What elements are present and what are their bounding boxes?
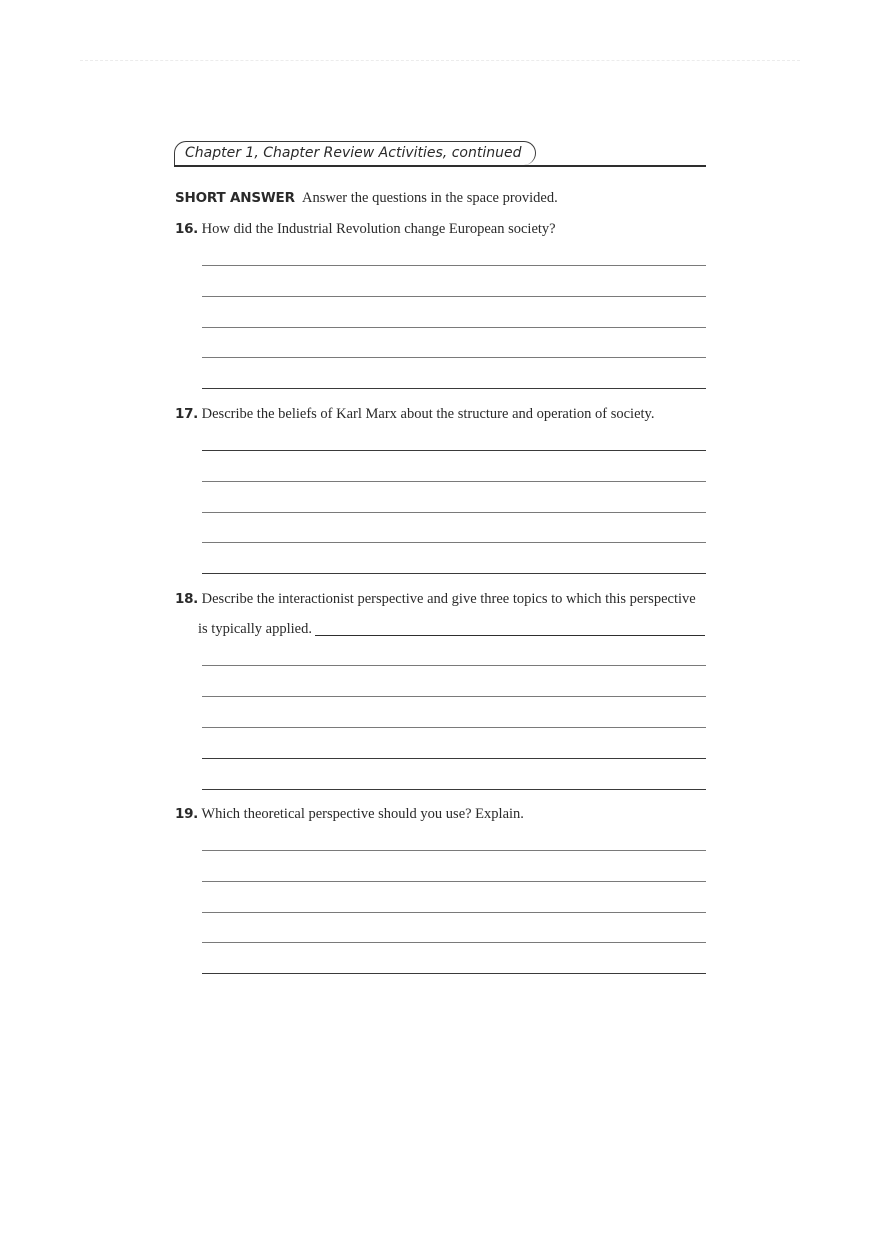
chapter-header — [174, 141, 706, 169]
question-17 — [175, 406, 654, 423]
question-18 — [175, 591, 696, 608]
question-number: 19. — [175, 806, 199, 822]
question-19 — [175, 806, 524, 823]
answer-line[interactable] — [202, 388, 706, 389]
question-text: How did the Industrial Revolution change European society? — [201, 221, 556, 237]
question-number: 18. — [175, 591, 199, 607]
question-text: Which theoretical perspective should you use? Explain. — [201, 806, 524, 822]
top-edge-artifact — [80, 60, 800, 61]
question-number: 17. — [175, 406, 199, 422]
answer-line[interactable] — [202, 296, 706, 297]
answer-line[interactable] — [202, 696, 706, 697]
answer-line[interactable] — [202, 942, 706, 943]
answer-line[interactable] — [202, 357, 706, 358]
chapter-header-title: Chapter 1, Chapter Review Activities, continued — [174, 141, 536, 165]
header-rule — [174, 165, 706, 167]
section-instructions — [175, 190, 558, 207]
answer-line[interactable] — [202, 450, 706, 451]
answer-line[interactable] — [202, 789, 706, 790]
answer-line[interactable] — [202, 665, 706, 666]
question-text: Describe the interactionist perspective and give three topics to which this perspective — [201, 591, 696, 607]
answer-line[interactable] — [202, 727, 706, 728]
answer-line[interactable] — [202, 758, 706, 759]
answer-line[interactable] — [202, 573, 706, 574]
section-label: SHORT ANSWER — [175, 190, 295, 206]
answer-line[interactable] — [202, 542, 706, 543]
answer-line[interactable] — [202, 881, 706, 882]
answer-line[interactable] — [202, 481, 706, 482]
answer-line[interactable] — [202, 912, 706, 913]
inline-answer-line[interactable] — [315, 635, 705, 636]
instructions-text: Answer the questions in the space provided. — [302, 190, 558, 206]
answer-line[interactable] — [202, 850, 706, 851]
answer-line[interactable] — [202, 327, 706, 328]
question-18-continuation: is typically applied. — [198, 621, 312, 637]
answer-line[interactable] — [202, 512, 706, 513]
question-number: 16. — [175, 221, 199, 237]
question-16 — [175, 221, 556, 238]
answer-line[interactable] — [202, 265, 706, 266]
answer-line[interactable] — [202, 973, 706, 974]
question-text: Describe the beliefs of Karl Marx about the structure and operation of society. — [201, 406, 655, 422]
